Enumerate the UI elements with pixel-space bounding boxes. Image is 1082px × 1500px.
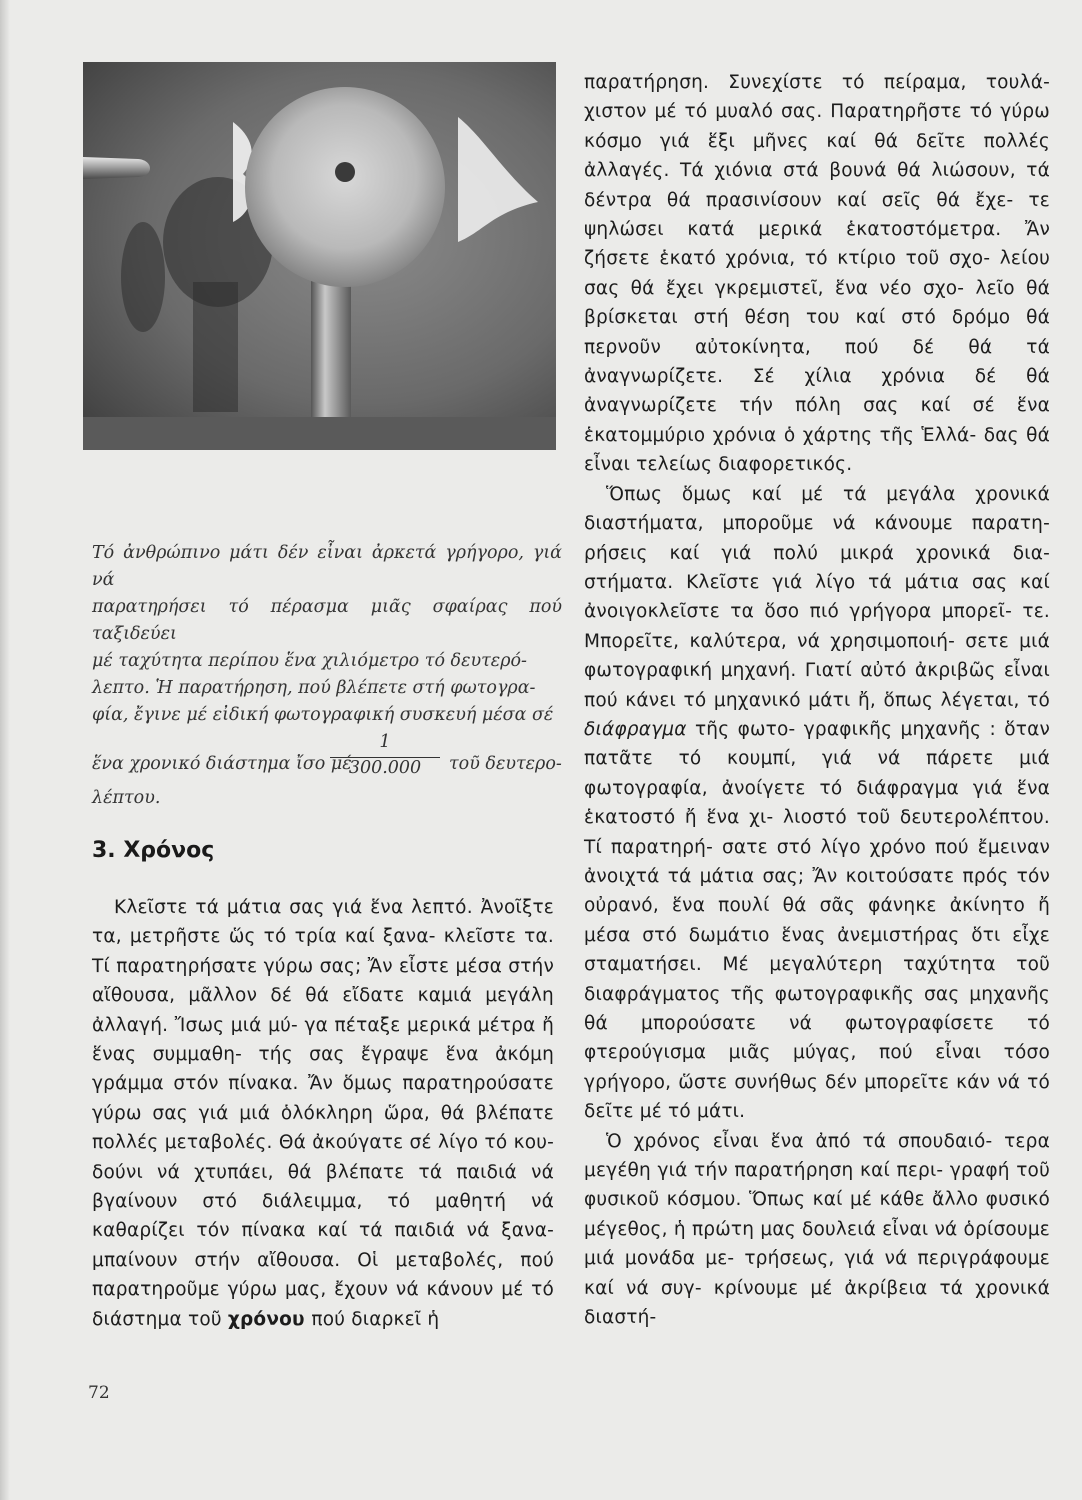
- text-line: στήματα. Κλεῖστε γιά λίγο τά μάτια σας καί: [584, 571, 1050, 593]
- apple-stem: [335, 162, 355, 182]
- paragraph: [584, 68, 1050, 480]
- text-line: τά ἀναγνωρίζετε. Σέ χίλια χρόνια δέ θά: [584, 336, 1050, 388]
- text-line: νά τό δεῖτε μέ τό μάτι.: [584, 1071, 1050, 1123]
- text-line: χιστον μέ τό μυαλό σας. Παρατηρῆστε τό: [584, 101, 1001, 123]
- text-line: τοῦ διαφράγματος τῆς φωτογραφικῆς σας: [584, 954, 1050, 1005]
- caption-line: λεπτο. Ἡ παρατήρηση, πού βλέπετε στή φωτογρα-: [92, 678, 536, 698]
- fraction-denominator: 300.000: [348, 758, 422, 778]
- text-line-before: ἤ, ὅπως λέγεται, τό: [857, 689, 1050, 711]
- caption-fraction-line: [92, 729, 562, 785]
- italic-term-diaphragm: διάφραγμα: [584, 718, 695, 740]
- apple-splash-right: [458, 117, 538, 242]
- shadow-post: [193, 282, 238, 412]
- text-line: δας θά εἶναι τελείως διαφορετικός.: [584, 424, 1051, 476]
- fraction-prefix: ἕνα χρονικό διάστημα ἴσο μέ: [92, 754, 352, 774]
- bullet: [83, 157, 150, 179]
- text-line: μηχανῆς θά μπορούσατε νά φωτογραφίσετε: [584, 983, 1050, 1034]
- text-line: γρήγορο, ὥστε συνήθως δέν μπορεῖτε κάν: [584, 1071, 998, 1093]
- text-line: γραφή τοῦ φυσικοῦ κόσμου. Ὅπως καί μέ: [584, 1160, 1050, 1211]
- text-line: οὐρανό, ἕνα πουλί θά σᾶς φάνηκε ἀκίνητο: [584, 895, 1039, 917]
- photo-caption: [92, 540, 562, 812]
- text-line: τό φτερούγισμα μιᾶς μύγας, πού εἶναι τόσο: [584, 1013, 1050, 1064]
- table-surface: [83, 417, 556, 450]
- page-number: 72: [88, 1383, 110, 1403]
- shadow-blob-1: [121, 222, 165, 332]
- text-line: σετε μιά φωτογραφική μηχανή. Γιατί αὐτό: [584, 630, 1050, 682]
- text-line: ἤ μέσα στό δωμάτιο ἕνας ἀνεμιστήρας ὅτι: [584, 895, 1050, 946]
- text-line: δρόμο θά περνοῦν αὐτοκίνητα, πού δέ θά: [584, 307, 1050, 358]
- apple: [245, 87, 445, 287]
- text-line: πίνακα. Ἄν ὅμως παρατηρούσατε γύρω σας: [92, 1073, 554, 1124]
- text-line: κλεῖστε τα. Τί παρατηρήσατε γύρω σας; Ἄν: [92, 926, 554, 977]
- text-line: ἀκριβῶς εἶναι πού κάνει τό μηχανικό μάτι: [584, 660, 1050, 711]
- right-text-column: [584, 68, 1050, 1332]
- text-line: τε. Μπορεῖτε, καλύτερα, νά χρησιμοποιή-: [584, 601, 1050, 652]
- bullet-apple-illustration: [83, 62, 556, 450]
- left-text-column: [92, 893, 554, 1334]
- text-line: τό διάφραγμα γιά ἕνα ἑκατοστό ἤ ἕνα χι-: [584, 777, 1051, 829]
- text-line: τά δέντρα θά πρασινίσουν καί σεῖς θά ἔχε-: [584, 160, 1050, 211]
- text-line-after: τῆς φωτο-: [694, 718, 804, 740]
- text-line: Ὁ χρόνος εἶναι ἕνα ἀπό τά σπουδαιό-: [606, 1130, 993, 1152]
- text-line: λείου σας θά ἔχει γκρεμιστεῖ, ἕνα νέο σχο-: [584, 248, 1050, 299]
- text-line: εἴδατε καμιά μεγάλη ἀλλαγή. Ἴσως μιά μύ-: [92, 985, 554, 1036]
- page-edge-shadow: [0, 0, 10, 1500]
- text-line: εἶστε μέσα στήν αἴθουσα, μᾶλλον δέ θά: [92, 955, 555, 1007]
- text-line-after: πού διαρκεῖ ἡ: [311, 1308, 440, 1330]
- text-line: γιά μιά ὁλόκληρη ὥρα, θά βλέπατε πολλές: [92, 1102, 554, 1154]
- text-line: γύρω κόσμο γιά ἕξι μῆνες καί θά δεῖτε πολλές: [584, 101, 1050, 152]
- text-line: κάθε ἄλλο φυσικό μέγεθος, ἡ πρώτη μας: [584, 1189, 1050, 1240]
- text-line: τρήσεως, γιά νά περιγράφουμε καί νά συγ-: [584, 1248, 1050, 1299]
- paragraph: [92, 893, 554, 1334]
- caption-line: φία, ἔγινε μέ εἰδική φωτογραφική συσκευή μέσα σέ: [92, 705, 554, 725]
- text-line: τά μάτια σας; Ἄν κοιτούσατε πρός τόν: [667, 865, 1050, 887]
- text-line: παρατηροῦμε γύρω μας, ἔχουν νά κάνουν: [92, 1279, 502, 1301]
- bullet-stand: [311, 267, 351, 417]
- text-line: δουλειά εἶναι νά ὁρίσουμε μιά μονάδα με-: [584, 1218, 1050, 1270]
- caption-line: παρατηρήσει τό πέρασμα μιᾶς σφαίρας πού ταξιδεύει: [92, 597, 562, 644]
- text-line: ἀναγνωρίζετε τήν πόλη σας καί σέ ἕνα: [584, 395, 1050, 417]
- fraction-suffix: τοῦ δευτερο-: [449, 754, 562, 774]
- text-line: εἶχε σταματήσει. Μέ μεγαλύτερη ταχύτητα: [584, 924, 1050, 976]
- text-line: Ὅπως ὅμως καί μέ τά μεγάλα χρονικά: [606, 483, 1050, 505]
- text-line-before: μέ τό διάστημα τοῦ: [92, 1279, 554, 1330]
- text-line: τής σας ἔγραψε ἕνα ἀκόμη γράμμα στόν: [92, 1044, 554, 1095]
- text-line: ρήσεις καί γιά πολύ μικρά χρονικά δια-: [584, 542, 1050, 564]
- text-line: ἀλλαγές. Τά χιόνια στά βουνά θά λιώσουν,: [584, 160, 1027, 182]
- text-line: ἀνοιγοκλεῖστε τα ὅσο πιό γρήγορα μπορεῖ-: [584, 601, 1013, 623]
- caption-line: λέπτου.: [92, 788, 161, 808]
- text-line: Κλεῖστε τά μάτια σας γιά ἕνα λεπτό.: [114, 897, 481, 918]
- text-line: ζήσετε ἑκατό χρόνια, τό κτίριο τοῦ σχο-: [584, 248, 991, 270]
- text-line: νά βγαίνουν στό διάλειμμα, τό μαθητή νά: [92, 1161, 554, 1213]
- text-line: μπαίνουν στήν αἴθουσα. Οἱ μεταβολές, πού: [92, 1249, 554, 1271]
- fraction-numerator: 1: [379, 732, 391, 752]
- text-line: ἑκατομμύριο χρόνια ὁ χάρτης τῆς Ἑλλά-: [584, 424, 977, 446]
- text-line: τερα μεγέθη γιά τήν παρατήρηση καί περι-: [584, 1130, 1050, 1182]
- caption-line: Τό ἀνθρώπινο μάτι δέν εἶναι ἀρκετά γρήγορο, γιά νά: [92, 543, 562, 590]
- text-line: καθαρίζει τόν πίνακα καί τά παιδιά νά ξανα-: [92, 1220, 554, 1242]
- caption-line: μέ ταχύτητα περίπου ἕνα χιλιόμετρο τό δευτερό-: [92, 651, 527, 671]
- bullet-apple-photo: [83, 62, 556, 450]
- text-line: γιά νά πάρετε μιά φωτογραφία, ἀνοίγετε: [584, 748, 1050, 799]
- paragraph: [584, 1127, 1050, 1333]
- text-line: λεῖο θά βρίσκεται στή θέση του καί στό: [584, 277, 1050, 329]
- text-line: Ἀνοῖξτε τα, μετρῆστε ὥς τό τρία καί ξανα-: [92, 897, 554, 948]
- text-line: τε ψηλώσει κατά μερικά ἑκατοστόμετρα. Ἄν: [584, 189, 1050, 241]
- paragraph: [584, 480, 1050, 1127]
- section-heading: 3. Χρόνος: [92, 838, 215, 863]
- text-line: δούνι νά χτυπάει, θά βλέπατε τά παιδιά: [92, 1161, 532, 1183]
- text-line: κρίνουμε μέ ἀκρίβεια τά χρονικά διαστή-: [584, 1277, 1050, 1329]
- text-line: γραφικῆς μηχανῆς : ὅταν πατᾶτε τό κουμπί,: [584, 718, 1051, 770]
- text-line: διαστήματα, μποροῦμε νά κάνουμε παρατη-: [584, 513, 1050, 535]
- text-line: μεταβολές. Θά ἀκούγατε σέ λίγο τό κου-: [164, 1132, 554, 1154]
- text-line: παρατήρηση. Συνεχίστε τό πείραμα, τουλά-: [584, 72, 1050, 93]
- text-line: γα πέταξε μερικά μέτρα ἤ ἕνας συμμαθη-: [92, 1014, 554, 1066]
- bold-term-time: χρόνου: [227, 1308, 312, 1330]
- text-line: σατε στό λίγο χρόνο πού ἔμειναν ἀνοιχτά: [584, 836, 1050, 887]
- text-line: λιοστό τοῦ δευτερολέπτου. Τί παρατηρή-: [584, 807, 1050, 858]
